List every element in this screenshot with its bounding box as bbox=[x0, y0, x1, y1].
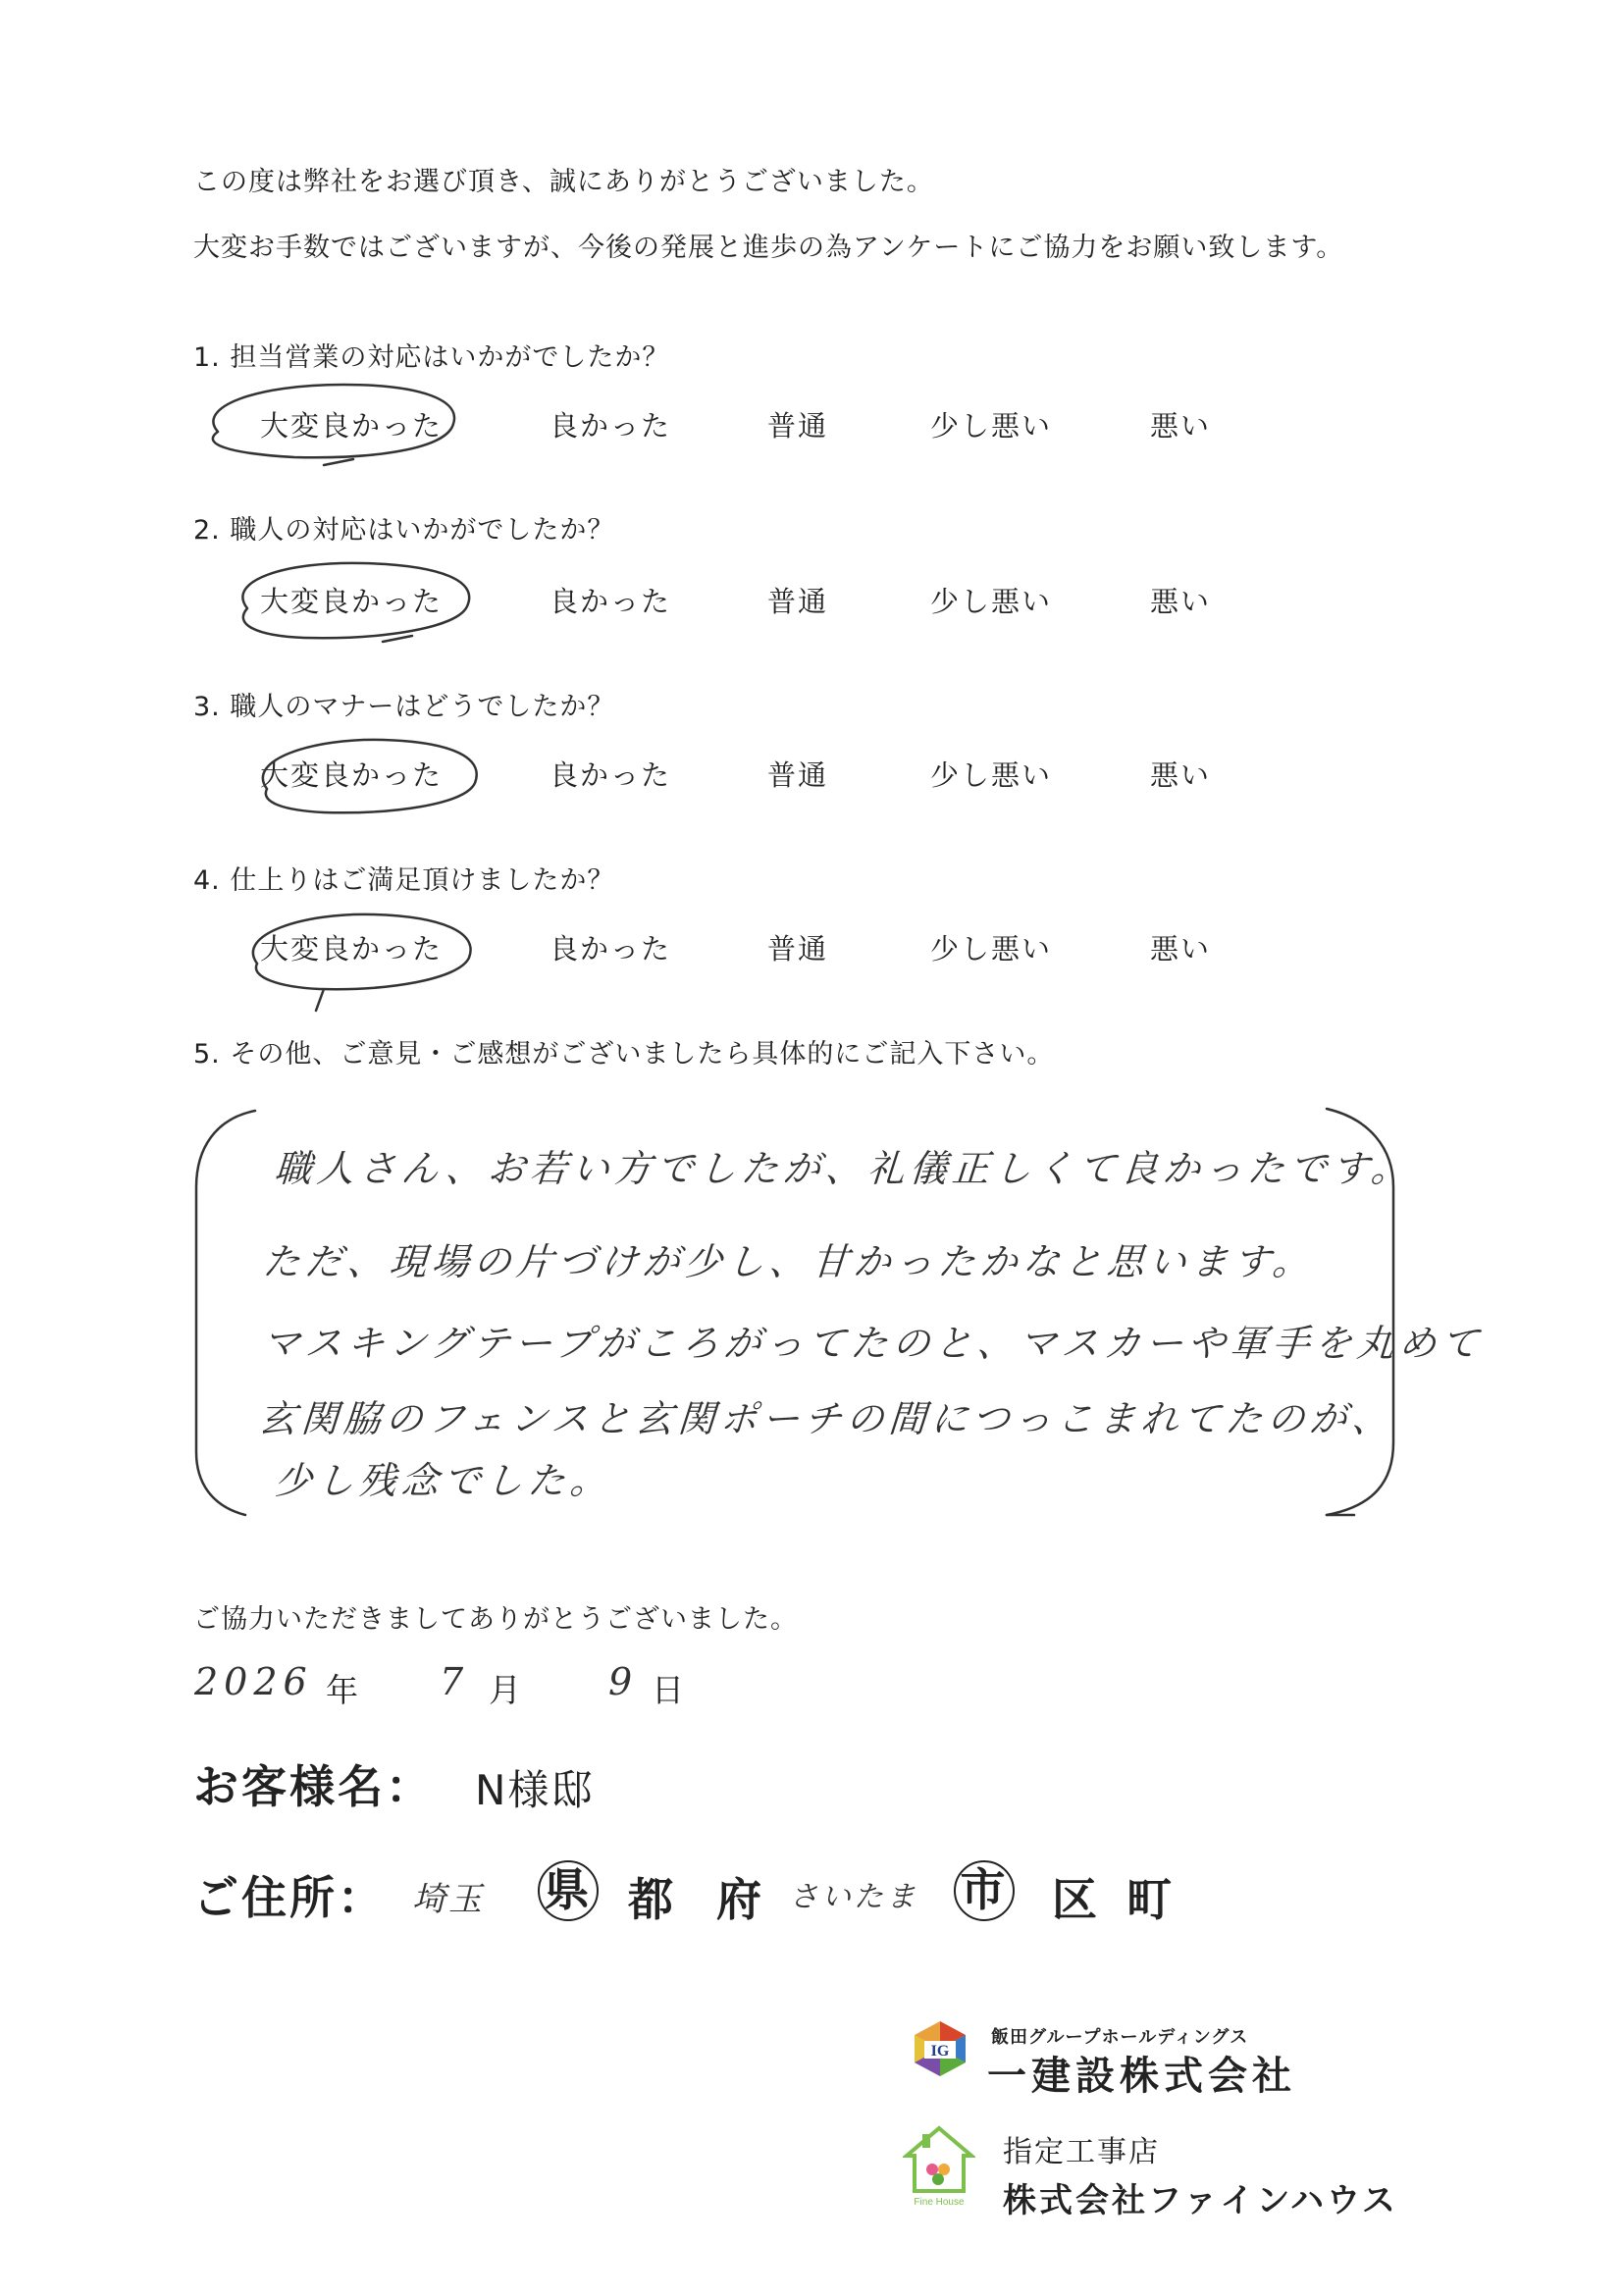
question-2-label: 2. 職人の対応はいかがでしたか？ bbox=[193, 515, 615, 546]
q2-option-bad[interactable]: 悪い bbox=[1150, 585, 1212, 618]
date-day-unit: 日 bbox=[652, 1671, 684, 1709]
comment-line-2: ただ、現場の片づけが少し、甘かったかなと思います。 bbox=[261, 1240, 1317, 1283]
intro-line-2: 大変お手数ではございますが、今後の発展と進歩の為アンケートにご協力をお願い致します。 bbox=[193, 233, 1344, 263]
q1-option-good[interactable]: 良かった bbox=[550, 409, 672, 443]
q3-option-normal[interactable]: 普通 bbox=[767, 758, 829, 792]
customer-label: お客様名： bbox=[193, 1760, 434, 1813]
question-1-label: 1. 担当営業の対応はいかがでしたか？ bbox=[193, 342, 670, 373]
fine-house-logo-icon bbox=[903, 2124, 975, 2209]
address-city-unit bbox=[954, 1860, 1015, 1921]
q2-option-very-good[interactable]: 大変良かった bbox=[260, 585, 444, 618]
date-day-value[interactable]: 9 bbox=[608, 1660, 639, 1703]
q2-option-normal[interactable]: 普通 bbox=[767, 585, 829, 618]
date-month-value[interactable]: 7 bbox=[440, 1660, 470, 1703]
q3-option-very-good[interactable]: 大変良かった bbox=[260, 758, 444, 792]
company-group: 飯田グループホールディングス bbox=[991, 2027, 1249, 2048]
q3-option-bad[interactable]: 悪い bbox=[1150, 758, 1212, 792]
selected-circle-ken: 県 bbox=[538, 1860, 599, 1921]
q1-option-very-good[interactable]: 大変良かった bbox=[260, 409, 444, 443]
q4-option-bad[interactable]: 悪い bbox=[1150, 932, 1212, 965]
ig-logo-text: IG bbox=[930, 2043, 950, 2060]
date-year-unit: 年 bbox=[326, 1671, 358, 1709]
address-fu: 府 bbox=[716, 1873, 764, 1926]
q3-option-slightly-bad[interactable]: 少し悪い bbox=[930, 758, 1053, 792]
q2-option-good[interactable]: 良かった bbox=[550, 585, 672, 618]
q3-option-good[interactable]: 良かった bbox=[550, 758, 672, 792]
address-to: 都 bbox=[628, 1873, 676, 1926]
question-3-label: 3. 職人のマナーはどうでしたか？ bbox=[193, 692, 615, 722]
ig-logo-icon bbox=[911, 2019, 969, 2078]
comment-line-1: 職人さん、お若い方でしたが、礼儀正しくて良かったです。 bbox=[273, 1147, 1415, 1190]
address-label: ご住所： bbox=[193, 1871, 386, 1924]
agent-name: 株式会社ファインハウス bbox=[1003, 2181, 1398, 2220]
question-5-label: 5. その他、ご意見・ご感想がございましたら具体的にご記入下さい。 bbox=[193, 1039, 1055, 1070]
q4-option-normal[interactable]: 普通 bbox=[767, 932, 829, 965]
comment-line-5: 少し残念でした。 bbox=[273, 1459, 614, 1502]
address-ku: 区 bbox=[1052, 1873, 1100, 1926]
company-name: 一建設株式会社 bbox=[987, 2054, 1296, 2099]
address-machi: 町 bbox=[1126, 1873, 1175, 1926]
fine-house-logo-text: Fine House bbox=[914, 2197, 965, 2208]
q1-option-normal[interactable]: 普通 bbox=[767, 409, 829, 443]
q4-option-good[interactable]: 良かった bbox=[550, 932, 672, 965]
q4-option-very-good[interactable]: 大変良かった bbox=[260, 932, 444, 965]
q2-option-slightly-bad[interactable]: 少し悪い bbox=[930, 585, 1053, 618]
intro-line-1: この度は弊社をお選び頂き、誠にありがとうございました。 bbox=[193, 167, 934, 197]
question-4-label: 4. 仕上りはご満足頂けましたか？ bbox=[193, 865, 615, 896]
address-prefecture-written[interactable]: 埼玉 bbox=[412, 1880, 485, 1919]
comment-line-3: マスキングテープがころがってたのと、マスカーや軍手を丸めて bbox=[261, 1322, 1486, 1365]
address-pref-unit bbox=[538, 1860, 599, 1921]
comment-line-4: 玄関脇のフェンスと玄関ポーチの間につっこまれてたのが、 bbox=[257, 1397, 1396, 1440]
date-month-unit: 月 bbox=[489, 1671, 521, 1709]
q4-option-slightly-bad[interactable]: 少し悪い bbox=[930, 932, 1053, 965]
selected-circle-shi: 市 bbox=[954, 1860, 1015, 1921]
date-year-value[interactable]: 2026 bbox=[194, 1660, 313, 1703]
comment-bracket-left bbox=[196, 1111, 255, 1515]
agent-label: 指定工事店 bbox=[1003, 2135, 1160, 2169]
address-city-written[interactable]: さいたま bbox=[789, 1880, 918, 1914]
q1-option-slightly-bad[interactable]: 少し悪い bbox=[930, 409, 1053, 443]
thanks-text: ご協力いただきましてありがとうございました。 bbox=[193, 1604, 798, 1635]
customer-name[interactable]: N様邸 bbox=[475, 1766, 595, 1814]
q1-option-bad[interactable]: 悪い bbox=[1150, 409, 1212, 443]
